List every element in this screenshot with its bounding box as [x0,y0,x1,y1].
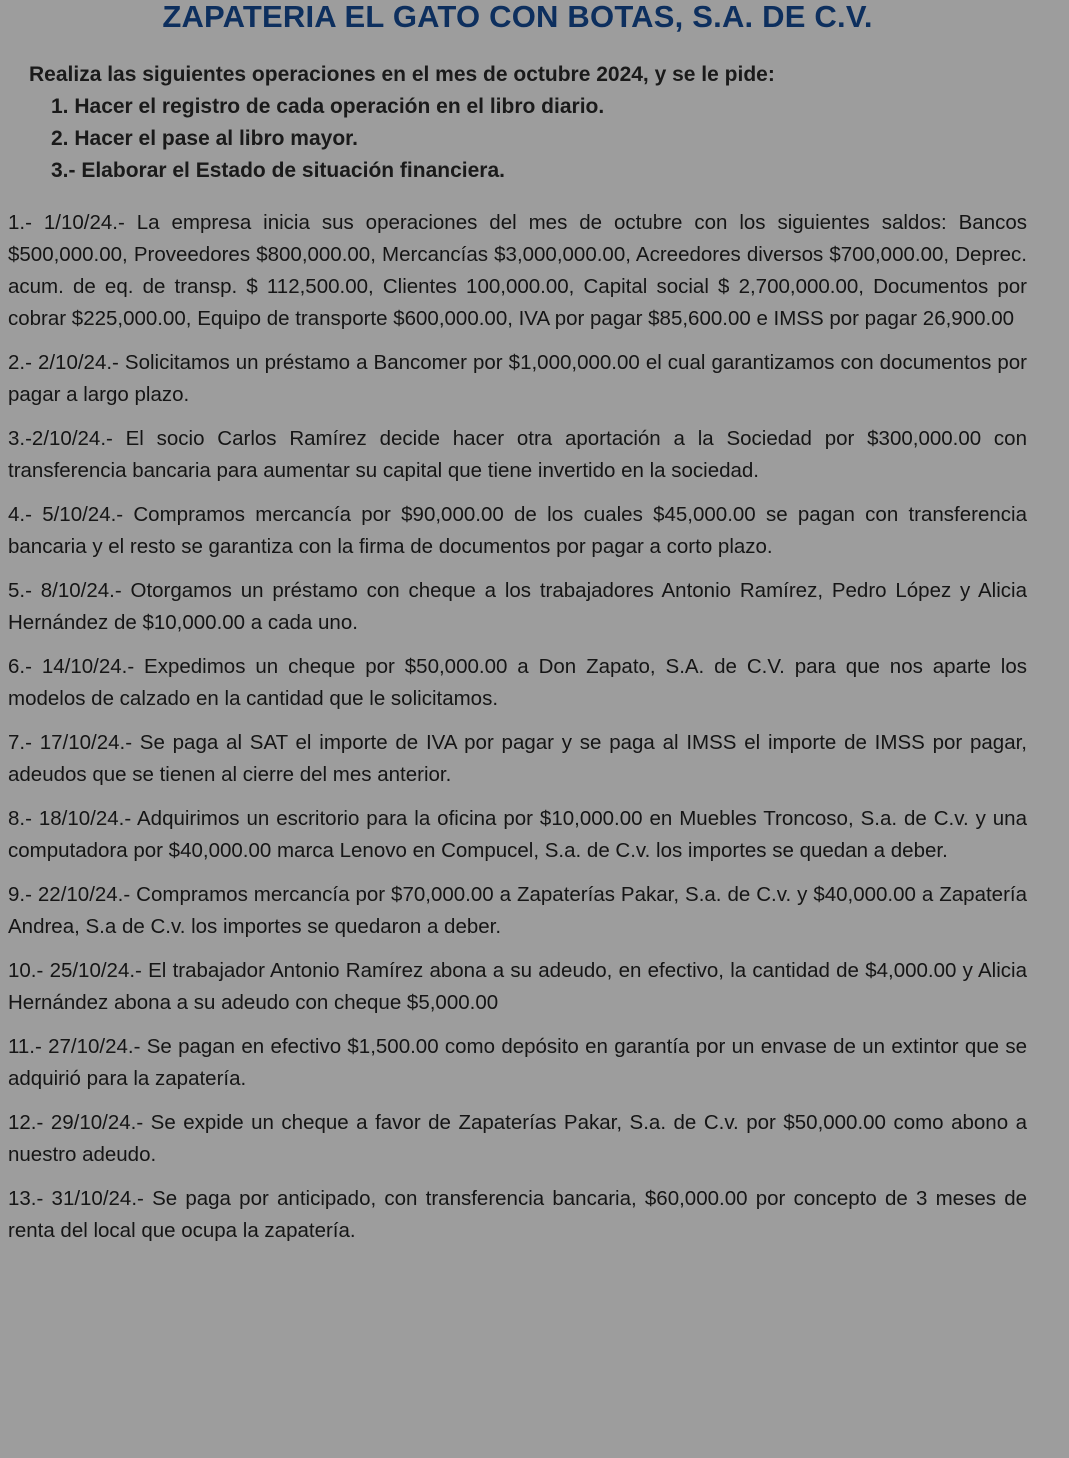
operation-item: 5.- 8/10/24.- Otorgamos un préstamo con cheque a los trabajadores Antonio Ramírez, Pedro López y Alicia Hernández de $10,000.00 a cada uno. [8,579,1027,634]
operation-item: 11.- 27/10/24.- Se pagan en efectivo $1,500.00 como depósito en garantía por un envase de un extintor que se adquirió para la zapatería. [8,1035,1027,1090]
operation-item: 2.- 2/10/24.- Solicitamos un préstamo a Bancomer por $1,000,000.00 el cual garantizamos con documentos por pagar a largo plazo. [8,351,1027,406]
operation-item: 4.- 5/10/24.- Compramos mercancía por $90,000.00 de los cuales $45,000.00 se pagan con transferencia bancaria y el resto se garantiza con la firma de documentos por pagar a corto plazo. [8,503,1027,558]
operation-item: 1.- 1/10/24.- La empresa inicia sus operaciones del mes de octubre con los siguientes saldos: Bancos $500,000.00, Proveedores $800,000.00, Mercancías $3,000,000.00, Acreedores diversos $700,000.00, Deprec. acum. de eq. de transp. $ 112,500.00, Clientes 100,000.00, Capital social $ 2,700,000.00, Documentos por cobrar $225,000.00, Equipo de transporte $600,000.00, IVA por pagar $85,600.00 e IMSS por pagar 26,900.00 [8,211,1027,330]
instructions-list [29,91,1027,187]
instructions-intro: Realiza las siguientes operaciones en el mes de octubre 2024, y se le pide: [29,63,775,86]
operation-item: 12.- 29/10/24.- Se expide un cheque a favor de Zapaterías Pakar, S.a. de C.v. por $50,000.00 como abono a nuestro adeudo. [8,1111,1027,1166]
operation-item: 6.- 14/10/24.- Expedimos un cheque por $50,000.00 a Don Zapato, S.A. de C.V. para que nos aparte los modelos de calzado en la cantidad que le solicitamos. [8,655,1027,710]
operation-item: 13.- 31/10/24.- Se paga por anticipado, con transferencia bancaria, $60,000.00 por concepto de 3 meses de renta del local que ocupa la zapatería. [8,1187,1027,1242]
instruction-item: 1. Hacer el registro de cada operación en el libro diario. [51,95,605,118]
instruction-item: 3.- Elaborar el Estado de situación financiera. [51,159,505,182]
document-title: ZAPATERIA EL GATO CON BOTAS, S.A. DE C.V. [162,0,873,34]
operation-item: 9.- 22/10/24.- Compramos mercancía por $70,000.00 a Zapaterías Pakar, S.a. de C.v. y $40,000.00 a Zapatería Andrea, S.a de C.v. los importes se quedaron a deber. [8,883,1027,938]
operations-list [8,207,1027,1247]
operation-item: 7.- 17/10/24.- Se paga al SAT el importe de IVA por pagar y se paga al IMSS el importe de IMSS por pagar, adeudos que se tienen al cierre del mes anterior. [8,731,1027,786]
operation-item: 8.- 18/10/24.- Adquirimos un escritorio para la oficina por $10,000.00 en Muebles Troncoso, S.a. de C.v. y una computadora por $40,000.00 marca Lenovo en Compucel, S.a. de C.v. los importes se quedan a deber. [8,807,1027,862]
instruction-item: 2. Hacer el pase al libro mayor. [51,127,358,150]
operation-item: 3.-2/10/24.- El socio Carlos Ramírez decide hacer otra aportación a la Sociedad por $300,000.00 con transferencia bancaria para aumentar su capital que tiene invertido en la sociedad. [8,427,1027,482]
operation-item: 10.- 25/10/24.- El trabajador Antonio Ramírez abona a su adeudo, en efectivo, la cantidad de $4,000.00 y Alicia Hernández abona a su adeudo con cheque $5,000.00 [8,959,1027,1014]
instructions-block [8,59,1027,187]
